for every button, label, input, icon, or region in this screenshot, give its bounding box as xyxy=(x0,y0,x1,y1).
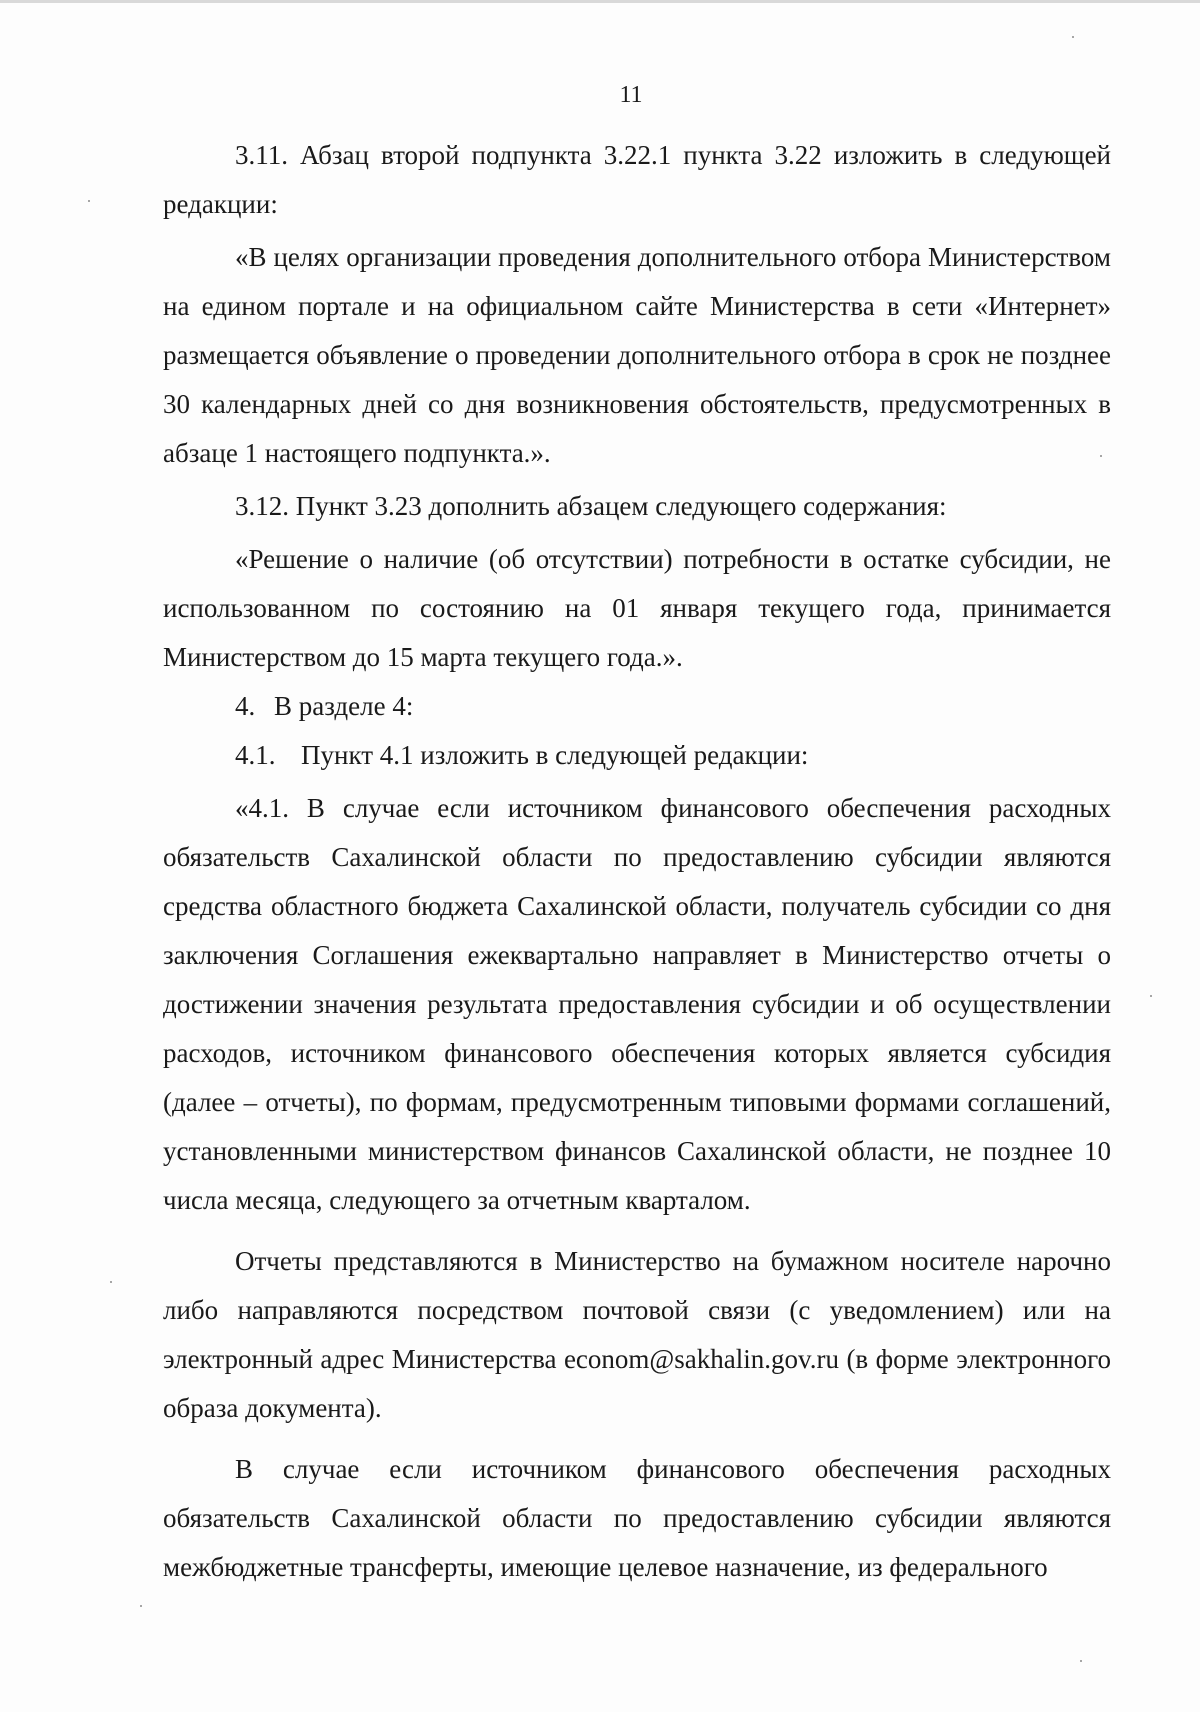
scan-speck xyxy=(140,1605,142,1607)
paragraph-3-12: 3.12. Пункт 3.23 дополнить абзацем следующего содержания: xyxy=(235,491,947,521)
list-item-number: 4.1. xyxy=(235,740,276,770)
paragraph-quote-additional-selection: «В целях организации проведения дополнительного отбора Министерством на едином портале и на официальном сайте Министерства в сети «Интернет» размещается объявление о проведении дополнительного отбора в срок не позднее 30 календарных дней со дня возникновения обстоятельств, предусмотренных в абзаце 1 настоящего подпункта.». xyxy=(163,242,1111,468)
paragraph-reports-submission: Отчеты представляются в Министерство на бумажном носителе нарочно либо направляются посредством почтовой связи (с уведомлением) или на электронный адрес Министерства econom@sakhalin.gov.ru (в форме электронного образа документа). xyxy=(163,1246,1111,1423)
list-item-4-1 xyxy=(163,731,1111,780)
scan-speck xyxy=(1100,455,1102,457)
scan-speck xyxy=(110,1281,112,1283)
document-body xyxy=(163,131,1111,1592)
scan-speck xyxy=(1072,36,1074,38)
list-item-section-4 xyxy=(163,682,1111,731)
paragraph-interbudget-transfers: В случае если источником финансового обеспечения расходных обязательств Сахалинской области по предоставлению субсидии являются межбюджетные трансферты, имеющие целевое назначение, из федерального xyxy=(163,1454,1111,1582)
list-item-text: Пункт 4.1 изложить в следующей редакции: xyxy=(301,740,809,770)
scan-speck xyxy=(1150,995,1152,997)
paragraph-3-11: 3.11. Абзац второй подпункта 3.22.1 пункта 3.22 изложить в следующей редакции: xyxy=(163,140,1111,219)
scan-speck xyxy=(88,200,90,202)
paragraph-quote-decision: «Решение о наличие (об отсутствии) потребности в остатке субсидии, не использованном по состоянию на 01 января текущего года, принимается Министерством до 15 марта текущего года.». xyxy=(163,544,1111,672)
scan-top-edge xyxy=(0,0,1200,3)
list-item-number: 4. xyxy=(235,691,256,721)
list-item-text: В разделе 4: xyxy=(274,691,414,721)
scan-speck xyxy=(1080,1660,1082,1662)
page-number: 11 xyxy=(619,82,643,108)
paragraph-quote-4-1: «4.1. В случае если источником финансового обеспечения расходных обязательств Сахалинской области по предоставлению субсидии являются средства областного бюджета Сахалинской области, получатель субсидии со дня заключения Соглашения ежеквартально направляет в Министерство отчеты о достижении значения результата предоставления субсидии и об осуществлении расходов, источником финансового обеспечения которых является субсидия (далее – отчеты), по формам, предусмотренным типовыми формами соглашений, установленными министерством финансов Сахалинской области, не позднее 10 числа месяца, следующего за отчетным кварталом. xyxy=(163,793,1111,1215)
